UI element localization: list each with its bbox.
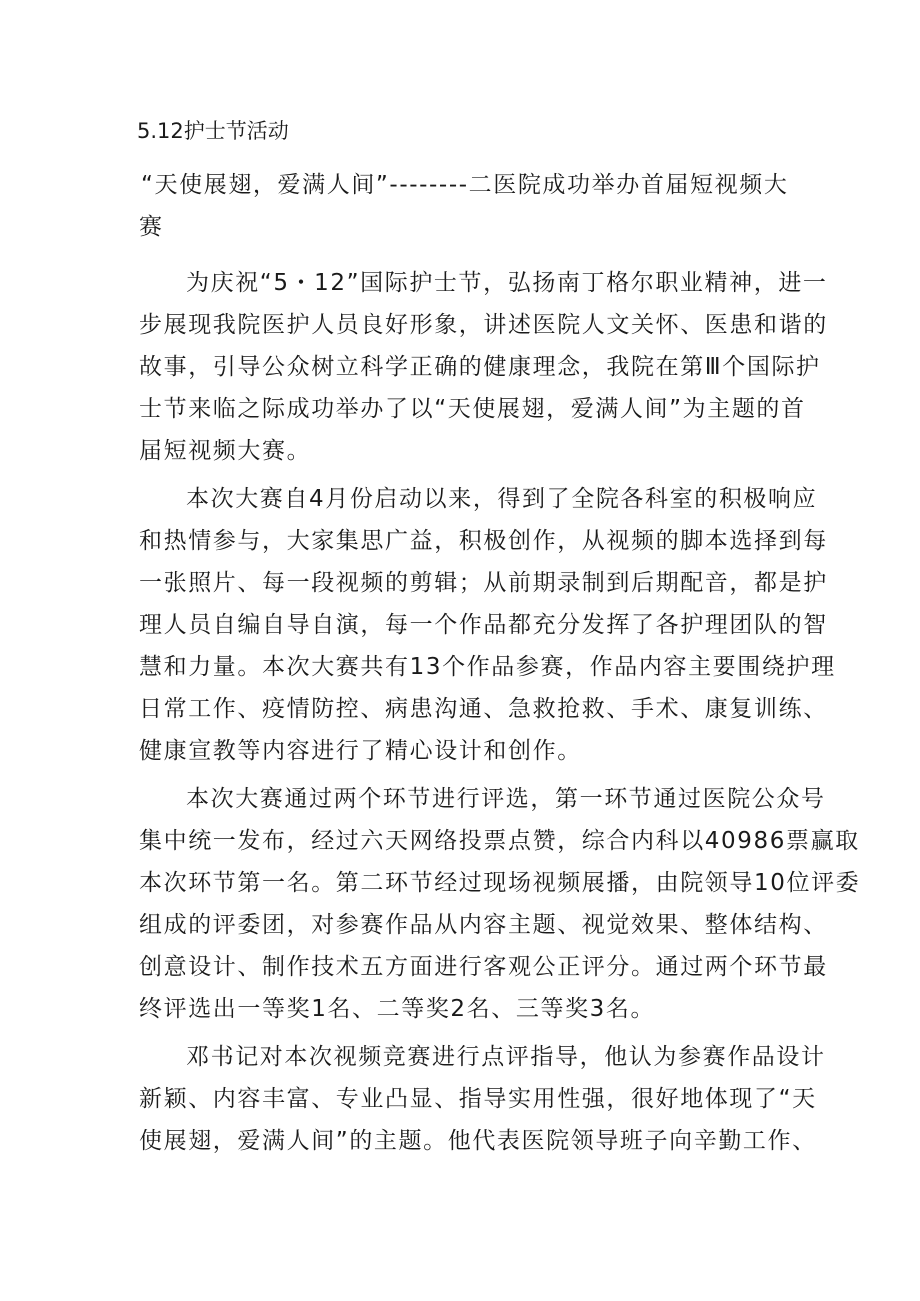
title-line-1: “天使展翅，爱满人间”--------二医院成功举办首届短视频大 (141, 172, 789, 198)
body-line: 创意设计、制作技术五方面进行客观公正评分。通过两个环节最 (139, 954, 828, 980)
body-line: 为庆祝“5・12”国际护士节，弘扬南丁格尔职业精神，进一 (186, 270, 828, 296)
heading: 5.12护士节活动 (137, 119, 289, 143)
title-line-2: 赛 (139, 214, 164, 240)
body-line: 集中统一发布，经过六天网络投票点赞，综合内科以40986票赢取 (139, 828, 860, 854)
body-line: 本次环节第一名。第二环节经过现场视频展播，由院领导10位评委 (139, 870, 861, 896)
body-line: 届短视频大赛。 (139, 438, 312, 464)
body-line: 新颖、内容丰富、专业凸显、指导实用性强，很好地体现了“天 (139, 1086, 817, 1112)
body-line: 士节来临之际成功举办了以“天使展翅，爱满人间”为主题的首 (139, 396, 806, 422)
body-line: 和热情参与，大家集思广益，积极创作，从视频的脚本选择到每 (139, 528, 828, 554)
body-line: 本次大赛通过两个环节进行评选，第一环节通过医院公众号 (186, 786, 826, 812)
body-line: 健康宣教等内容进行了精心设计和创作。 (139, 738, 582, 764)
body-line: 日常工作、疫情防控、病患沟通、急救抢救、手术、康复训练、 (139, 696, 828, 722)
body-line: 组成的评委团，对参赛作品从内容主题、视觉效果、整体结构、 (139, 912, 828, 938)
body-line: 慧和力量。本次大赛共有13个作品参赛，作品内容主要围绕护理 (139, 654, 836, 680)
body-line: 邓书记对本次视频竞赛进行点评指导，他认为参赛作品设计 (186, 1044, 826, 1070)
body-line: 终评选出一等奖1名、二等奖2名、三等奖3名。 (139, 996, 656, 1022)
body-line: 一张照片、每一段视频的剪辑；从前期录制到后期配音，都是护 (139, 570, 828, 596)
body-line: 本次大赛自4月份启动以来，得到了全院各科室的积极响应 (186, 486, 818, 512)
body-line: 使展翅，爱满人间”的主题。他代表医院领导班子向辛勤工作、 (139, 1128, 817, 1154)
body-line: 理人员自编自导自演，每一个作品都充分发挥了各护理团队的智 (139, 612, 828, 638)
body-line: 故事，引导公众树立科学正确的健康理念，我院在第Ⅲ个国际护 (139, 354, 821, 380)
body-line: 步展现我院医护人员良好形象，讲述医院人文关怀、医患和谐的 (139, 312, 828, 338)
